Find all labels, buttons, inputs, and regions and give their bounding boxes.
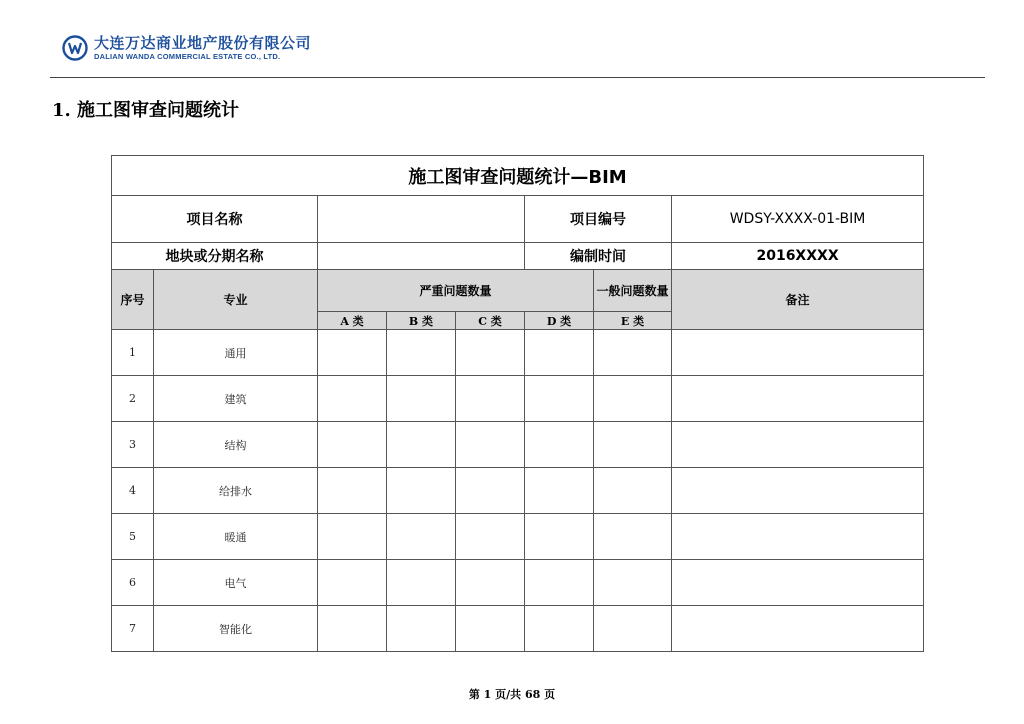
row-d-count[interactable] <box>525 422 594 468</box>
review-statistics-table <box>111 155 924 652</box>
col-general-group-header: 一般问题数量 <box>594 270 672 312</box>
project-code-label: 项目编号 <box>525 196 672 243</box>
row-a-count[interactable] <box>318 330 387 376</box>
col-e-header: E 类 <box>594 312 672 330</box>
plot-name-label: 地块或分期名称 <box>112 243 318 270</box>
row-seq: 2 <box>112 376 154 422</box>
page-number: 第 1 页/共 68 页 <box>468 688 556 701</box>
table-row <box>112 376 924 422</box>
row-c-count[interactable] <box>456 330 525 376</box>
row-seq: 1 <box>112 330 154 376</box>
col-d-header: D 类 <box>525 312 594 330</box>
row-seq: 7 <box>112 606 154 652</box>
row-b-count[interactable] <box>387 560 456 606</box>
row-c-count[interactable] <box>456 376 525 422</box>
row-c-count[interactable] <box>456 468 525 514</box>
company-name-cn: 大连万达商业地产股份有限公司 <box>94 34 312 52</box>
row-e-count[interactable] <box>594 376 672 422</box>
table-title: 施工图审查问题统计—BIM <box>112 156 924 196</box>
col-seq-header: 序号 <box>112 270 154 330</box>
section-title: 1. 施工图审查问题统计 <box>52 100 240 121</box>
row-a-count[interactable] <box>318 514 387 560</box>
row-notes[interactable] <box>672 606 924 652</box>
row-c-count[interactable] <box>456 560 525 606</box>
row-d-count[interactable] <box>525 330 594 376</box>
row-a-count[interactable] <box>318 422 387 468</box>
company-logo <box>62 35 311 65</box>
row-b-count[interactable] <box>387 376 456 422</box>
row-seq: 3 <box>112 422 154 468</box>
row-e-count[interactable] <box>594 606 672 652</box>
row-e-count[interactable] <box>594 560 672 606</box>
row-discipline: 给排水 <box>154 468 318 514</box>
row-discipline: 建筑 <box>154 376 318 422</box>
row-b-count[interactable] <box>387 606 456 652</box>
row-notes[interactable] <box>672 330 924 376</box>
row-d-count[interactable] <box>525 560 594 606</box>
row-a-count[interactable] <box>318 376 387 422</box>
row-notes[interactable] <box>672 422 924 468</box>
row-b-count[interactable] <box>387 422 456 468</box>
date-label: 编制时间 <box>525 243 672 270</box>
row-c-count[interactable] <box>456 514 525 560</box>
row-discipline: 电气 <box>154 560 318 606</box>
row-notes[interactable] <box>672 468 924 514</box>
table-row <box>112 560 924 606</box>
row-seq: 5 <box>112 514 154 560</box>
row-notes[interactable] <box>672 560 924 606</box>
company-name-en: DALIAN WANDA COMMERCIAL ESTATE CO., LTD. <box>94 52 281 61</box>
row-a-count[interactable] <box>318 468 387 514</box>
row-e-count[interactable] <box>594 422 672 468</box>
col-a-header: A 类 <box>318 312 387 330</box>
row-d-count[interactable] <box>525 468 594 514</box>
row-notes[interactable] <box>672 514 924 560</box>
table-row <box>112 422 924 468</box>
row-e-count[interactable] <box>594 330 672 376</box>
wanda-logo-icon <box>62 35 88 61</box>
row-a-count[interactable] <box>318 560 387 606</box>
row-e-count[interactable] <box>594 514 672 560</box>
row-discipline: 结构 <box>154 422 318 468</box>
row-c-count[interactable] <box>456 422 525 468</box>
col-severe-group-header: 严重问题数量 <box>318 270 594 312</box>
row-c-count[interactable] <box>456 606 525 652</box>
plot-name-value[interactable] <box>318 243 525 270</box>
row-seq: 4 <box>112 468 154 514</box>
header-divider <box>50 77 985 78</box>
project-name-label: 项目名称 <box>112 196 318 243</box>
col-c-header: C 类 <box>456 312 525 330</box>
col-b-header: B 类 <box>387 312 456 330</box>
row-notes[interactable] <box>672 376 924 422</box>
table-row <box>112 514 924 560</box>
row-d-count[interactable] <box>525 514 594 560</box>
col-notes-header: 备注 <box>672 270 924 330</box>
table-row <box>112 330 924 376</box>
row-discipline: 暖通 <box>154 514 318 560</box>
row-b-count[interactable] <box>387 514 456 560</box>
table-row <box>112 468 924 514</box>
row-d-count[interactable] <box>525 606 594 652</box>
row-e-count[interactable] <box>594 468 672 514</box>
date-value[interactable]: 2016XXXX <box>672 243 924 270</box>
row-discipline: 智能化 <box>154 606 318 652</box>
table-row <box>112 606 924 652</box>
row-discipline: 通用 <box>154 330 318 376</box>
project-name-value[interactable] <box>318 196 525 243</box>
row-b-count[interactable] <box>387 330 456 376</box>
row-d-count[interactable] <box>525 376 594 422</box>
col-discipline-header: 专业 <box>154 270 318 330</box>
row-seq: 6 <box>112 560 154 606</box>
row-b-count[interactable] <box>387 468 456 514</box>
row-a-count[interactable] <box>318 606 387 652</box>
project-code-value[interactable]: WDSY-XXXX-01-BIM <box>672 196 924 243</box>
